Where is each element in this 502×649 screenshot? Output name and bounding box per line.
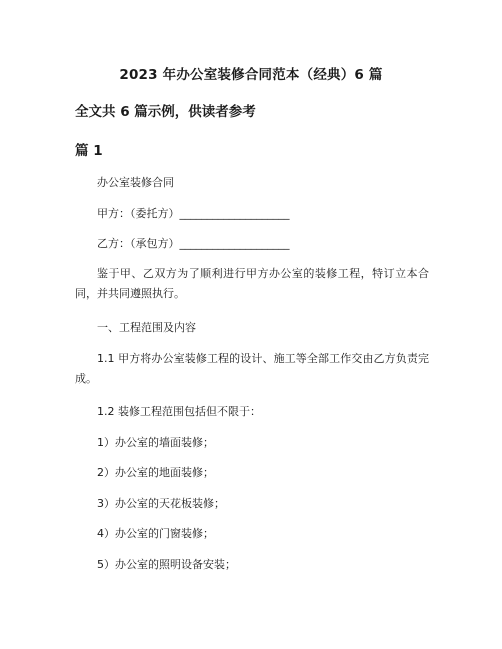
- clause-1-1: 1.1 甲方将办公室装修工程的设计、施工等全部工作交由乙方负责完成。: [75, 352, 429, 385]
- list-item: 2）办公室的地面装修；: [97, 466, 214, 479]
- clause-1-2: 1.2 装修工程范围包括但不限于：: [97, 405, 261, 418]
- list-item: 1）办公室的墙面装修；: [97, 436, 214, 449]
- list-item: 4）办公室的门窗装修；: [97, 527, 214, 540]
- contract-name-line: 办公室装修合同: [97, 176, 174, 189]
- party-a-line: 甲方：（委托方）____________________: [97, 207, 290, 220]
- document-title: 2023 年办公室装修合同范本（经典）6 篇: [119, 67, 383, 83]
- list-item: 3）办公室的天花板装修；: [97, 497, 225, 510]
- clause-1-heading: 一、工程范围及内容: [97, 321, 196, 334]
- intro-paragraph: 鉴于甲、乙双方为了顺利进行甲方办公室的装修工程，特订立本合同，并共同遵照执行。: [75, 267, 429, 300]
- party-b-line: 乙方：（承包方）____________________: [97, 237, 290, 250]
- section-heading: 篇 1: [75, 143, 103, 159]
- document-subtitle: 全文共 6 篇示例，供读者参考: [75, 104, 256, 120]
- list-item: 5）办公室的照明设备安装；: [97, 558, 236, 571]
